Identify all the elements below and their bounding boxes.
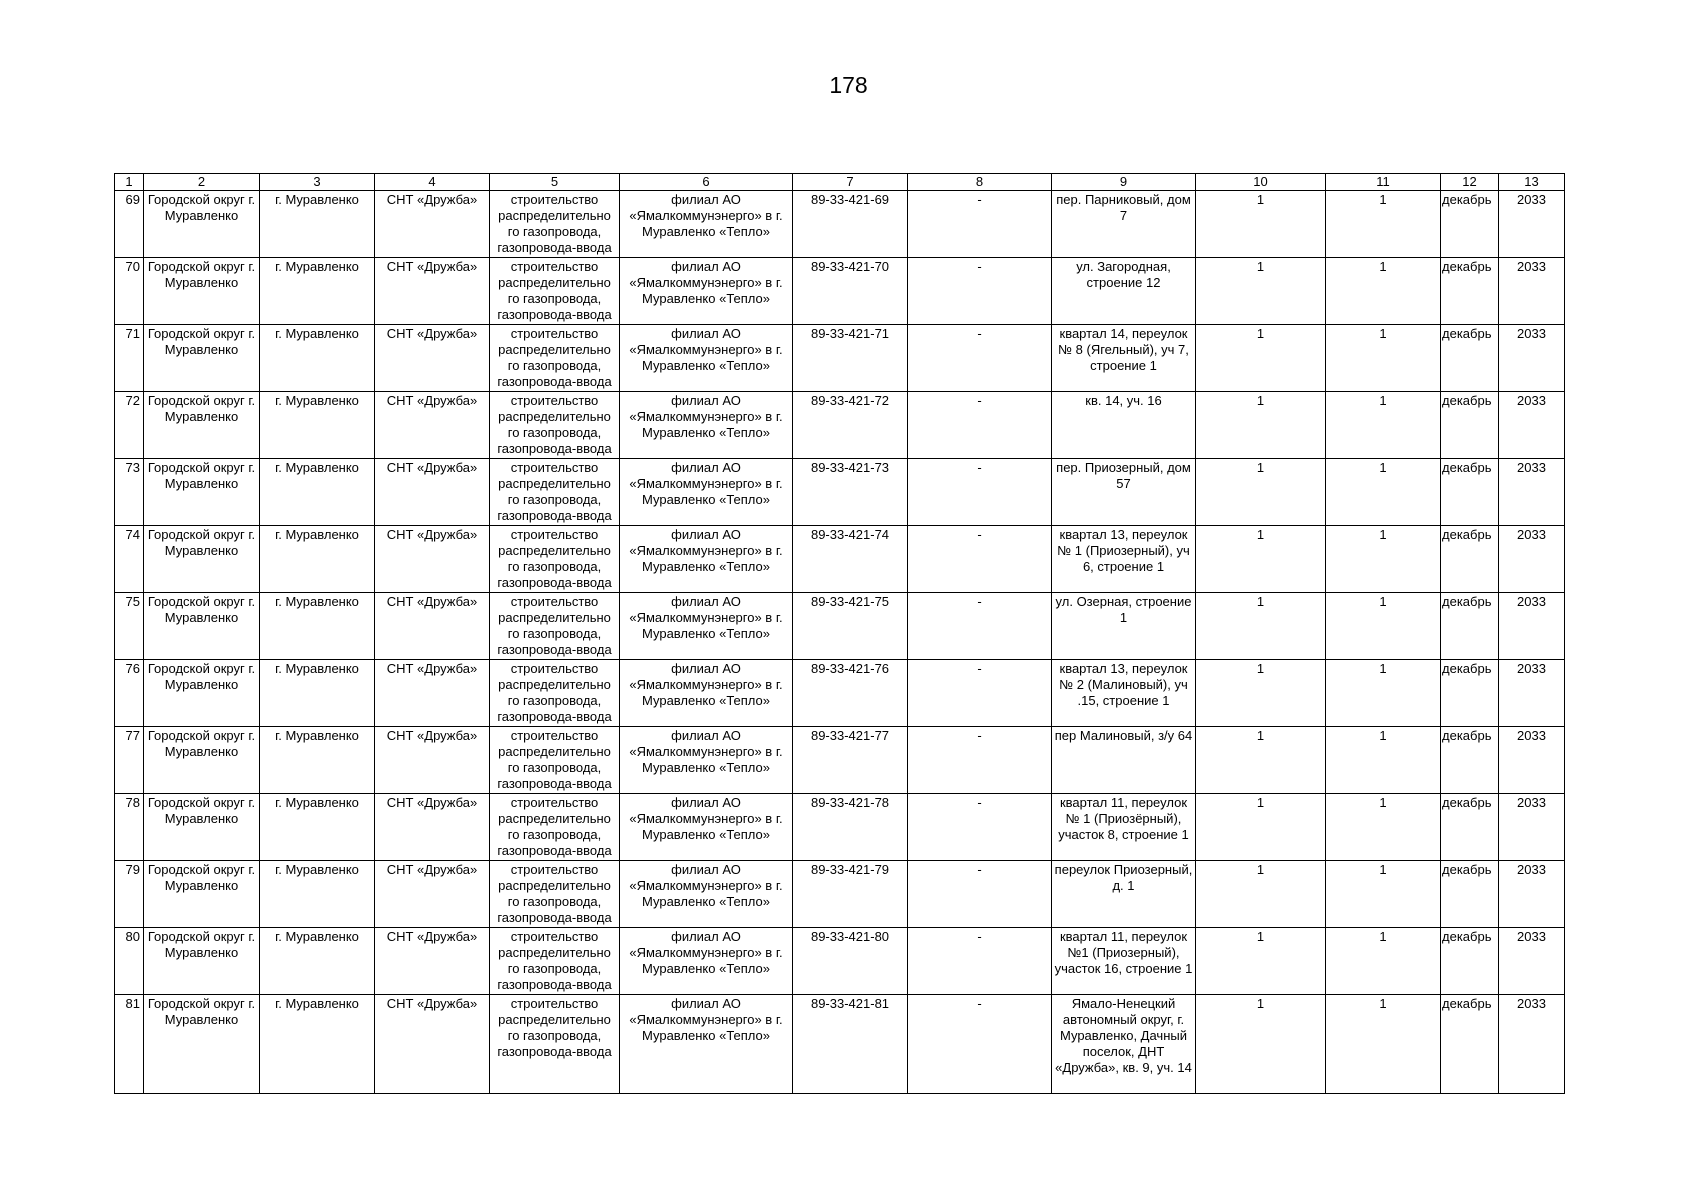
table-row [115, 727, 1565, 794]
header-cell: 10 [1196, 174, 1326, 191]
code-cell: 89-33-421-77 [793, 727, 908, 794]
col11-cell: 1 [1326, 794, 1441, 861]
snt-cell: СНТ «Дружба» [375, 928, 490, 995]
organization-cell: филиал АО «Ямалкоммунэнерго» в г. Муравленко «Тепло» [620, 392, 793, 459]
city-cell: г. Муравленко [260, 660, 375, 727]
district-cell: Городской округ г. Муравленко [144, 861, 260, 928]
col8-cell: - [908, 660, 1052, 727]
table-row [115, 459, 1565, 526]
col11-cell: 1 [1326, 861, 1441, 928]
code-cell: 89-33-421-78 [793, 794, 908, 861]
address-cell: переулок Приозерный, д. 1 [1052, 861, 1196, 928]
table-row [115, 861, 1565, 928]
code-cell: 89-33-421-74 [793, 526, 908, 593]
col8-cell: - [908, 459, 1052, 526]
work-type-cell: строительство распределительно го газопровода, газопровода-ввода [490, 928, 620, 995]
address-cell: ул. Озерная, строение 1 [1052, 593, 1196, 660]
work-type-cell: строительство распределительно го газопровода, газопровода-ввода [490, 459, 620, 526]
year-cell: 2033 [1499, 191, 1565, 258]
district-cell: Городской округ г. Муравленко [144, 660, 260, 727]
work-type-cell: строительство распределительно го газопровода, газопровода-ввода [490, 258, 620, 325]
code-cell: 89-33-421-81 [793, 995, 908, 1094]
col10-cell: 1 [1196, 928, 1326, 995]
row-number: 71 [115, 325, 144, 392]
code-cell: 89-33-421-72 [793, 392, 908, 459]
district-cell: Городской округ г. Муравленко [144, 191, 260, 258]
col8-cell: - [908, 258, 1052, 325]
col11-cell: 1 [1326, 928, 1441, 995]
table-body [115, 174, 1565, 1094]
row-number: 79 [115, 861, 144, 928]
organization-cell: филиал АО «Ямалкоммунэнерго» в г. Муравленко «Тепло» [620, 526, 793, 593]
organization-cell: филиал АО «Ямалкоммунэнерго» в г. Муравленко «Тепло» [620, 459, 793, 526]
organization-cell: филиал АО «Ямалкоммунэнерго» в г. Муравленко «Тепло» [620, 995, 793, 1094]
city-cell: г. Муравленко [260, 727, 375, 794]
header-cell: 6 [620, 174, 793, 191]
district-cell: Городской округ г. Муравленко [144, 526, 260, 593]
col10-cell: 1 [1196, 191, 1326, 258]
snt-cell: СНТ «Дружба» [375, 995, 490, 1094]
year-cell: 2033 [1499, 995, 1565, 1094]
col10-cell: 1 [1196, 727, 1326, 794]
organization-cell: филиал АО «Ямалкоммунэнерго» в г. Муравленко «Тепло» [620, 861, 793, 928]
work-type-cell: строительство распределительно го газопровода, газопровода-ввода [490, 794, 620, 861]
col10-cell: 1 [1196, 995, 1326, 1094]
col11-cell: 1 [1326, 995, 1441, 1094]
col11-cell: 1 [1326, 392, 1441, 459]
address-cell: Ямало-Ненецкий автономный округ, г. Муравленко, Дачный поселок, ДНТ «Дружба», кв. 9, уч. 14 [1052, 995, 1196, 1094]
organization-cell: филиал АО «Ямалкоммунэнерго» в г. Муравленко «Тепло» [620, 727, 793, 794]
row-number: 73 [115, 459, 144, 526]
header-cell: 9 [1052, 174, 1196, 191]
month-cell: декабрь [1441, 459, 1499, 526]
address-cell: квартал 13, переулок № 1 (Приозерный), уч 6, строение 1 [1052, 526, 1196, 593]
col8-cell: - [908, 392, 1052, 459]
address-cell: пер Малиновый, з/у 64 [1052, 727, 1196, 794]
city-cell: г. Муравленко [260, 392, 375, 459]
col11-cell: 1 [1326, 660, 1441, 727]
district-cell: Городской округ г. Муравленко [144, 928, 260, 995]
col10-cell: 1 [1196, 526, 1326, 593]
header-cell: 12 [1441, 174, 1499, 191]
col10-cell: 1 [1196, 392, 1326, 459]
district-cell: Городской округ г. Муравленко [144, 727, 260, 794]
col11-cell: 1 [1326, 325, 1441, 392]
col11-cell: 1 [1326, 526, 1441, 593]
col8-cell: - [908, 727, 1052, 794]
col10-cell: 1 [1196, 325, 1326, 392]
year-cell: 2033 [1499, 526, 1565, 593]
col11-cell: 1 [1326, 727, 1441, 794]
table-row [115, 794, 1565, 861]
work-type-cell: строительство распределительно го газопровода, газопровода-ввода [490, 593, 620, 660]
organization-cell: филиал АО «Ямалкоммунэнерго» в г. Муравленко «Тепло» [620, 794, 793, 861]
month-cell: декабрь [1441, 191, 1499, 258]
col8-cell: - [908, 861, 1052, 928]
city-cell: г. Муравленко [260, 258, 375, 325]
address-cell: ул. Загородная, строение 12 [1052, 258, 1196, 325]
row-number: 78 [115, 794, 144, 861]
page-number: 178 [829, 72, 868, 98]
snt-cell: СНТ «Дружба» [375, 526, 490, 593]
col11-cell: 1 [1326, 459, 1441, 526]
address-cell: кв. 14, уч. 16 [1052, 392, 1196, 459]
col10-cell: 1 [1196, 258, 1326, 325]
row-number: 72 [115, 392, 144, 459]
header-cell: 7 [793, 174, 908, 191]
work-type-cell: строительство распределительно го газопровода, газопровода-ввода [490, 325, 620, 392]
work-type-cell: строительство распределительно го газопровода, газопровода-ввода [490, 861, 620, 928]
col8-cell: - [908, 526, 1052, 593]
city-cell: г. Муравленко [260, 593, 375, 660]
organization-cell: филиал АО «Ямалкоммунэнерго» в г. Муравленко «Тепло» [620, 191, 793, 258]
year-cell: 2033 [1499, 459, 1565, 526]
table-row [115, 928, 1565, 995]
city-cell: г. Муравленко [260, 995, 375, 1094]
month-cell: декабрь [1441, 325, 1499, 392]
district-cell: Городской округ г. Муравленко [144, 794, 260, 861]
district-cell: Городской округ г. Муравленко [144, 392, 260, 459]
city-cell: г. Муравленко [260, 191, 375, 258]
col10-cell: 1 [1196, 459, 1326, 526]
col10-cell: 1 [1196, 660, 1326, 727]
row-number: 76 [115, 660, 144, 727]
code-cell: 89-33-421-71 [793, 325, 908, 392]
code-cell: 89-33-421-73 [793, 459, 908, 526]
month-cell: декабрь [1441, 593, 1499, 660]
table-row [115, 191, 1565, 258]
table-row [115, 660, 1565, 727]
col8-cell: - [908, 928, 1052, 995]
year-cell: 2033 [1499, 660, 1565, 727]
row-number: 75 [115, 593, 144, 660]
col8-cell: - [908, 593, 1052, 660]
col8-cell: - [908, 794, 1052, 861]
month-cell: декабрь [1441, 660, 1499, 727]
row-number: 74 [115, 526, 144, 593]
city-cell: г. Муравленко [260, 861, 375, 928]
address-cell: квартал 13, переулок № 2 (Малиновый), уч .15, строение 1 [1052, 660, 1196, 727]
snt-cell: СНТ «Дружба» [375, 727, 490, 794]
organization-cell: филиал АО «Ямалкоммунэнерго» в г. Муравленко «Тепло» [620, 928, 793, 995]
col8-cell: - [908, 995, 1052, 1094]
address-cell: квартал 14, переулок № 8 (Ягельный), уч 7, строение 1 [1052, 325, 1196, 392]
header-cell: 4 [375, 174, 490, 191]
code-cell: 89-33-421-75 [793, 593, 908, 660]
work-type-cell: строительство распределительно го газопровода, газопровода-ввода [490, 392, 620, 459]
city-cell: г. Муравленко [260, 794, 375, 861]
work-type-cell: строительство распределительно го газопровода, газопровода-ввода [490, 660, 620, 727]
col11-cell: 1 [1326, 191, 1441, 258]
district-cell: Городской округ г. Муравленко [144, 995, 260, 1094]
district-cell: Городской округ г. Муравленко [144, 459, 260, 526]
district-cell: Городской округ г. Муравленко [144, 593, 260, 660]
code-cell: 89-33-421-80 [793, 928, 908, 995]
month-cell: декабрь [1441, 727, 1499, 794]
table-row [115, 258, 1565, 325]
col11-cell: 1 [1326, 593, 1441, 660]
col11-cell: 1 [1326, 258, 1441, 325]
code-cell: 89-33-421-79 [793, 861, 908, 928]
address-cell: квартал 11, переулок № 1 (Приозёрный), участок 8, строение 1 [1052, 794, 1196, 861]
table-row [115, 325, 1565, 392]
snt-cell: СНТ «Дружба» [375, 459, 490, 526]
snt-cell: СНТ «Дружба» [375, 660, 490, 727]
table-row [115, 995, 1565, 1094]
header-cell: 11 [1326, 174, 1441, 191]
header-cell: 1 [115, 174, 144, 191]
organization-cell: филиал АО «Ямалкоммунэнерго» в г. Муравленко «Тепло» [620, 660, 793, 727]
snt-cell: СНТ «Дружба» [375, 392, 490, 459]
year-cell: 2033 [1499, 392, 1565, 459]
code-cell: 89-33-421-69 [793, 191, 908, 258]
row-number: 77 [115, 727, 144, 794]
city-cell: г. Муравленко [260, 928, 375, 995]
district-cell: Городской округ г. Муравленко [144, 325, 260, 392]
year-cell: 2033 [1499, 861, 1565, 928]
address-cell: пер. Парниковый, дом 7 [1052, 191, 1196, 258]
year-cell: 2033 [1499, 727, 1565, 794]
snt-cell: СНТ «Дружба» [375, 861, 490, 928]
header-cell: 5 [490, 174, 620, 191]
col10-cell: 1 [1196, 794, 1326, 861]
work-type-cell: строительство распределительно го газопровода, газопровода-ввода [490, 526, 620, 593]
month-cell: декабрь [1441, 258, 1499, 325]
work-type-cell: строительство распределительно го газопровода, газопровода-ввода [490, 727, 620, 794]
year-cell: 2033 [1499, 325, 1565, 392]
snt-cell: СНТ «Дружба» [375, 191, 490, 258]
code-cell: 89-33-421-76 [793, 660, 908, 727]
row-number: 80 [115, 928, 144, 995]
code-cell: 89-33-421-70 [793, 258, 908, 325]
row-number: 81 [115, 995, 144, 1094]
header-row [115, 174, 1565, 191]
month-cell: декабрь [1441, 392, 1499, 459]
work-type-cell: строительство распределительно го газопровода, газопровода-ввода [490, 995, 620, 1094]
year-cell: 2033 [1499, 258, 1565, 325]
year-cell: 2033 [1499, 928, 1565, 995]
col8-cell: - [908, 325, 1052, 392]
city-cell: г. Муравленко [260, 325, 375, 392]
col10-cell: 1 [1196, 861, 1326, 928]
header-cell: 2 [144, 174, 260, 191]
row-number: 69 [115, 191, 144, 258]
snt-cell: СНТ «Дружба» [375, 325, 490, 392]
row-number: 70 [115, 258, 144, 325]
header-cell: 8 [908, 174, 1052, 191]
header-cell: 3 [260, 174, 375, 191]
snt-cell: СНТ «Дружба» [375, 593, 490, 660]
work-type-cell: строительство распределительно го газопровода, газопровода-ввода [490, 191, 620, 258]
snt-cell: СНТ «Дружба» [375, 258, 490, 325]
table-row [115, 392, 1565, 459]
table-row [115, 593, 1565, 660]
snt-cell: СНТ «Дружба» [375, 794, 490, 861]
header-cell: 13 [1499, 174, 1565, 191]
organization-cell: филиал АО «Ямалкоммунэнерго» в г. Муравленко «Тепло» [620, 258, 793, 325]
city-cell: г. Муравленко [260, 459, 375, 526]
address-cell: пер. Приозерный, дом 57 [1052, 459, 1196, 526]
month-cell: декабрь [1441, 928, 1499, 995]
year-cell: 2033 [1499, 794, 1565, 861]
table-row [115, 526, 1565, 593]
organization-cell: филиал АО «Ямалкоммунэнерго» в г. Муравленко «Тепло» [620, 593, 793, 660]
month-cell: декабрь [1441, 526, 1499, 593]
city-cell: г. Муравленко [260, 526, 375, 593]
data-table [114, 173, 1565, 1094]
col8-cell: - [908, 191, 1052, 258]
district-cell: Городской округ г. Муравленко [144, 258, 260, 325]
col10-cell: 1 [1196, 593, 1326, 660]
address-cell: квартал 11, переулок №1 (Приозерный), участок 16, строение 1 [1052, 928, 1196, 995]
month-cell: декабрь [1441, 995, 1499, 1094]
organization-cell: филиал АО «Ямалкоммунэнерго» в г. Муравленко «Тепло» [620, 325, 793, 392]
year-cell: 2033 [1499, 593, 1565, 660]
month-cell: декабрь [1441, 861, 1499, 928]
month-cell: декабрь [1441, 794, 1499, 861]
